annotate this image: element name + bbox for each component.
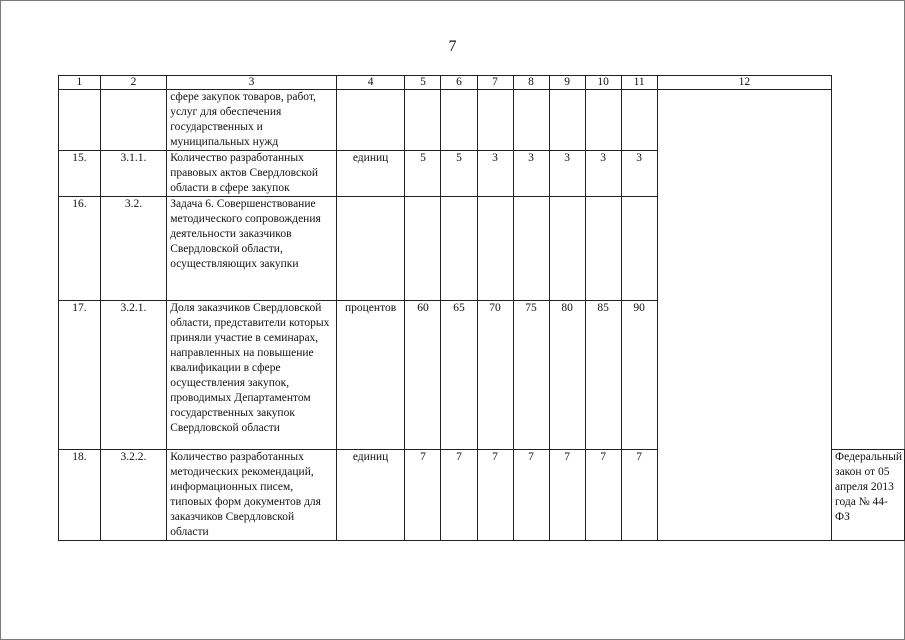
table-header-row <box>59 76 905 90</box>
row-number: 15. <box>59 151 101 197</box>
value-cell: 75 <box>513 301 549 450</box>
value-cell: 90 <box>621 301 657 450</box>
value-cell: 80 <box>549 301 585 450</box>
column-number-header: 12 <box>657 76 831 90</box>
column-number-header: 2 <box>100 76 166 90</box>
value-cell: 60 <box>405 301 441 450</box>
empty-cell <box>621 90 657 151</box>
unit-cell <box>336 197 405 301</box>
table-row-continued <box>59 90 905 151</box>
indicators-table <box>58 75 905 541</box>
empty-cell <box>59 90 101 151</box>
note-cell-merged <box>657 90 831 541</box>
column-number-header: 3 <box>167 76 337 90</box>
column-number-header: 9 <box>549 76 585 90</box>
value-cell: 70 <box>477 301 513 450</box>
empty-cell <box>585 90 621 151</box>
column-number-header: 7 <box>477 76 513 90</box>
indicator-name-continued: сфере закупок товаров, работ, услуг для обеспечения государственных и муниципальных нужд <box>167 90 337 151</box>
value-cell: 3 <box>549 151 585 197</box>
column-number-header: 11 <box>621 76 657 90</box>
value-cell: 7 <box>585 450 621 541</box>
unit-cell: единиц <box>336 450 405 541</box>
value-cell: 5 <box>405 151 441 197</box>
column-number-header: 5 <box>405 76 441 90</box>
value-cell: 5 <box>441 151 477 197</box>
value-cell: 3 <box>513 151 549 197</box>
value-cell <box>549 197 585 301</box>
indicator-name: Доля заказчиков Свердловской области, представители которых приняли участие в семинарах, направленных на повышение квалификации в сфере осуществления закупок, проводимых Департаментом государственных закупок Свердловской области <box>167 301 337 450</box>
value-cell: 3 <box>477 151 513 197</box>
indicator-name: Количество разработанных методических рекомендаций, информационных писем, типовых форм документов для заказчиков Свердловской области <box>167 450 337 541</box>
value-cell: 7 <box>441 450 477 541</box>
value-cell: 3 <box>585 151 621 197</box>
empty-cell <box>477 90 513 151</box>
legal-basis-note: Федеральный закон от 05 апреля 2013 года № 44-ФЗ <box>832 450 905 541</box>
column-number-header: 10 <box>585 76 621 90</box>
empty-cell <box>513 90 549 151</box>
value-cell: 7 <box>549 450 585 541</box>
value-cell <box>621 197 657 301</box>
value-cell <box>477 197 513 301</box>
empty-cell <box>336 90 405 151</box>
column-number-header: 4 <box>336 76 405 90</box>
row-code: 3.1.1. <box>100 151 166 197</box>
value-cell <box>441 197 477 301</box>
column-number-header: 1 <box>59 76 101 90</box>
value-cell: 3 <box>621 151 657 197</box>
value-cell: 85 <box>585 301 621 450</box>
value-cell: 7 <box>513 450 549 541</box>
value-cell <box>513 197 549 301</box>
row-code: 3.2. <box>100 197 166 301</box>
row-number: 16. <box>59 197 101 301</box>
row-number: 17. <box>59 301 101 450</box>
page-number: 7 <box>448 38 457 55</box>
value-cell: 65 <box>441 301 477 450</box>
unit-cell: единиц <box>336 151 405 197</box>
unit-cell: процентов <box>336 301 405 450</box>
value-cell <box>585 197 621 301</box>
empty-cell <box>100 90 166 151</box>
value-cell: 7 <box>621 450 657 541</box>
empty-cell <box>549 90 585 151</box>
value-cell: 7 <box>477 450 513 541</box>
column-number-header: 6 <box>441 76 477 90</box>
value-cell <box>405 197 441 301</box>
value-cell: 7 <box>405 450 441 541</box>
indicator-name: Задача 6. Совершенствование методического сопровождения деятельности заказчиков Свердловской области, осуществляющих закупки <box>167 197 337 301</box>
row-code: 3.2.1. <box>100 301 166 450</box>
row-code: 3.2.2. <box>100 450 166 541</box>
empty-cell <box>441 90 477 151</box>
row-number: 18. <box>59 450 101 541</box>
empty-cell <box>405 90 441 151</box>
indicator-name: Количество разработанных правовых актов Свердловской области в сфере закупок <box>167 151 337 197</box>
column-number-header: 8 <box>513 76 549 90</box>
